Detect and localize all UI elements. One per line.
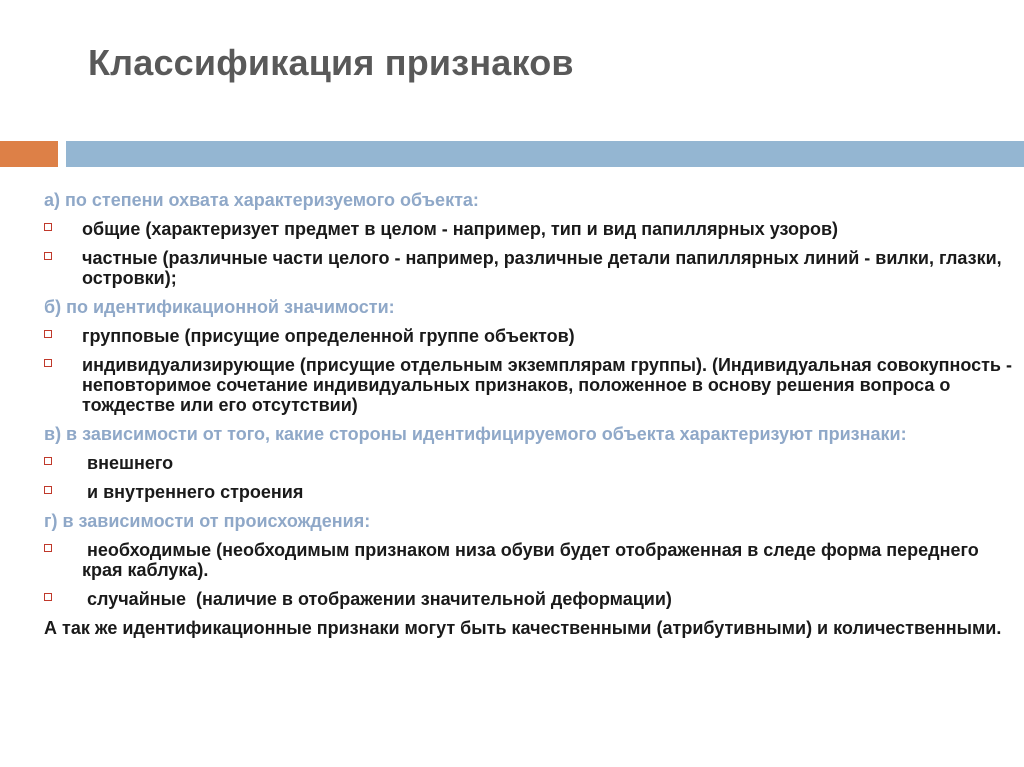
square-bullet-icon: [44, 544, 52, 552]
list-item-text: групповые (присущие определенной группе объектов): [82, 326, 575, 346]
square-bullet-icon: [44, 223, 52, 231]
square-bullet-icon: [44, 252, 52, 260]
slide-title: Классификация признаков: [88, 42, 574, 83]
closing-paragraph: А так же идентификационные признаки могут быть качественными (атрибутивными) и количественными.: [44, 618, 1002, 638]
list-item-text: внешнего: [82, 453, 174, 473]
list-item-text: случайные (наличие в отображении значительной деформации): [82, 589, 672, 609]
list-item: [44, 453, 1019, 473]
list-item: [44, 326, 1019, 346]
header-bar: [66, 141, 1024, 167]
list-item-text: общие (характеризует предмет в целом - например, тип и вид папиллярных узоров): [82, 219, 839, 239]
accent-bar: [0, 141, 58, 167]
list-item: [44, 589, 1019, 609]
list-item: [44, 219, 1019, 239]
square-bullet-icon: [44, 486, 52, 494]
list-item-text: и внутреннего строения: [82, 482, 304, 502]
square-bullet-icon: [44, 359, 52, 367]
square-bullet-icon: [44, 457, 52, 465]
list-item: [44, 482, 1019, 502]
slide-content: [44, 190, 1019, 638]
list-item-text: индивидуализирующие (присущие отдельным экземплярам группы). (Индивидуальная совокупность - неповторимое сочетание индивидуальных признаков, положенное в основу решения вопроса о тождестве или его отсутствии): [82, 355, 1012, 415]
square-bullet-icon: [44, 593, 52, 601]
section-heading-v: в) в зависимости от того, какие стороны идентифицируемого объекта характеризуют признаки:: [44, 424, 907, 444]
section-heading-b: б) по идентификационной значимости:: [44, 297, 395, 317]
list-item: [44, 355, 1019, 415]
list-item-text: частные (различные части целого - например, различные детали папиллярных линий - вилки, глазки, островки);: [82, 248, 1002, 288]
square-bullet-icon: [44, 330, 52, 338]
list-item: [44, 540, 1019, 580]
list-item: [44, 248, 1019, 288]
section-heading-g: г) в зависимости от происхождения:: [44, 511, 371, 531]
list-item-text: необходимые (необходимым признаком низа обуви будет отображенная в следе форма переднего края каблука).: [82, 540, 984, 580]
section-heading-a: а) по степени охвата характеризуемого объекта:: [44, 190, 479, 210]
